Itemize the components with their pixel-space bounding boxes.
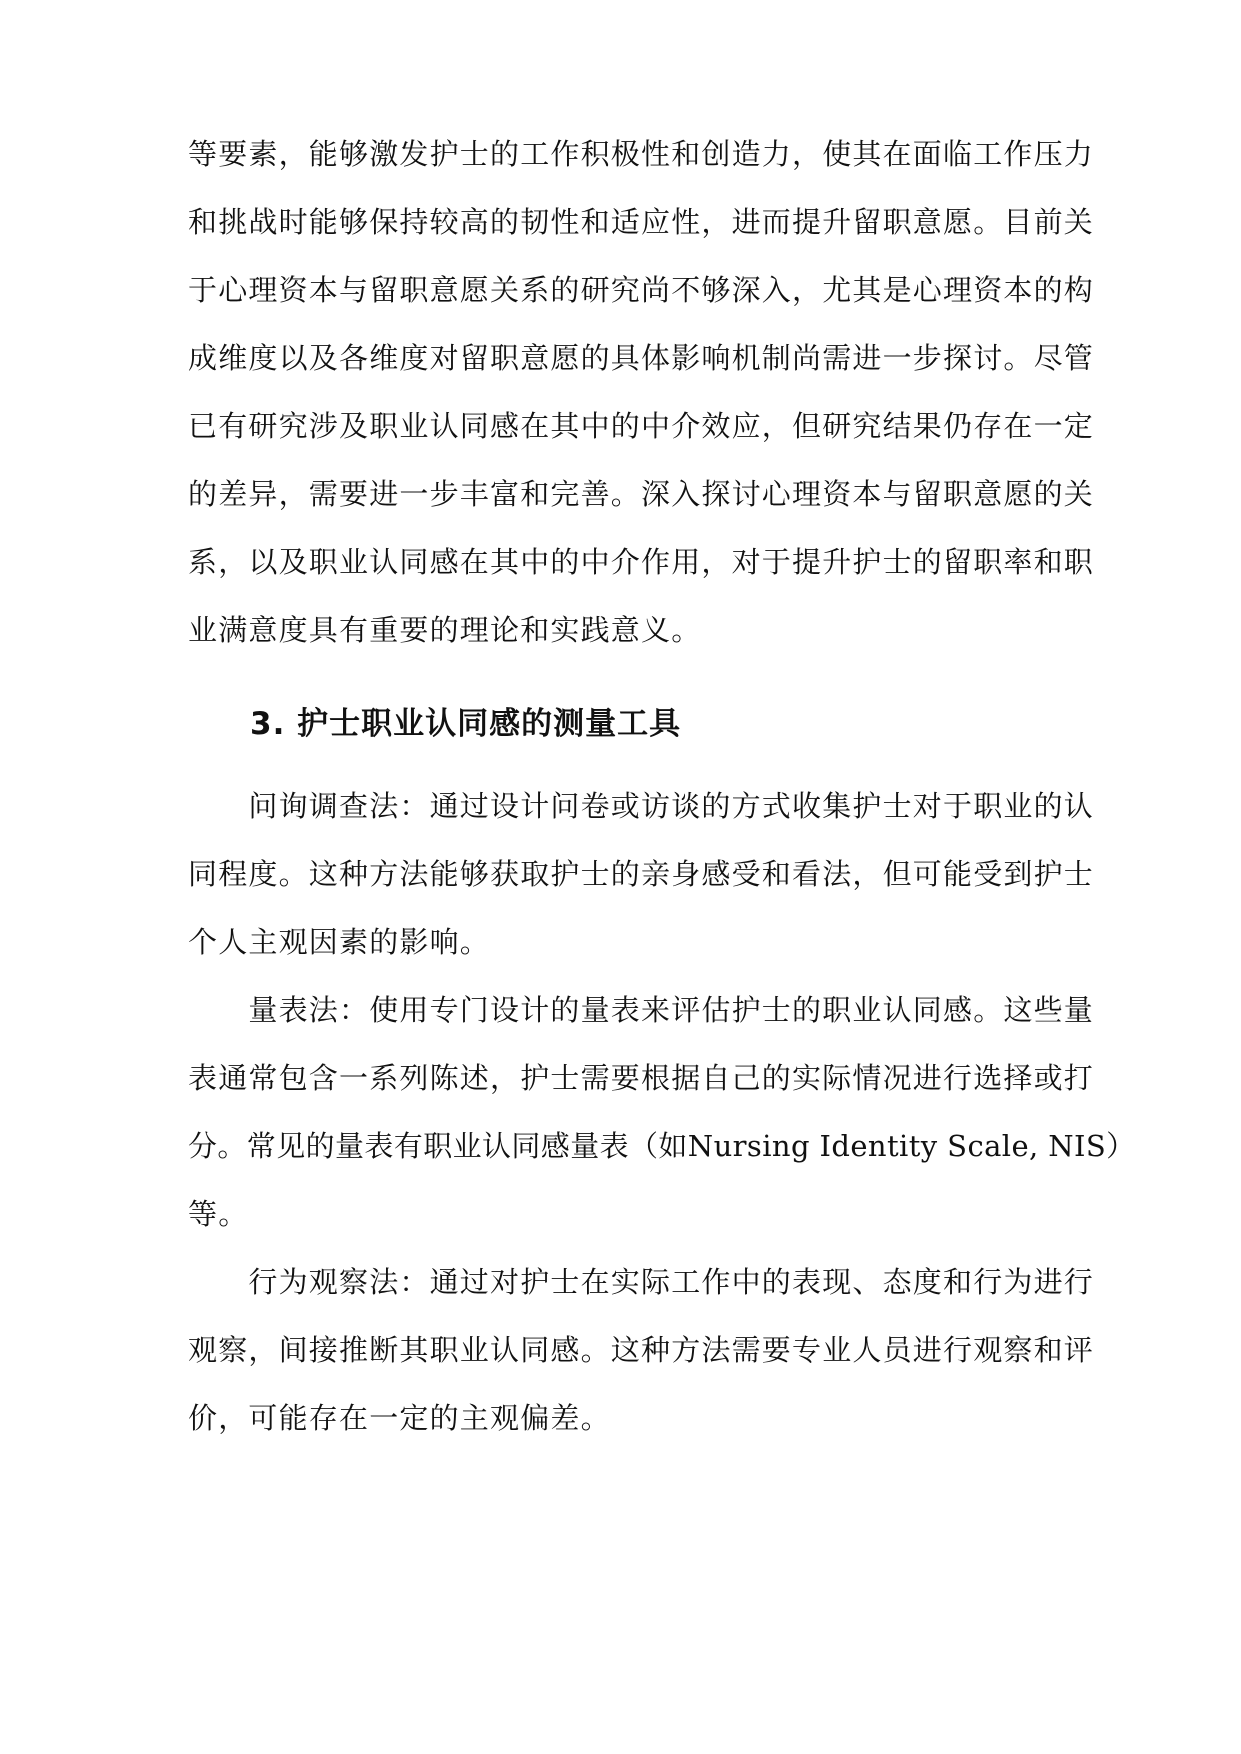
section-heading: 3. 护士职业认同感的测量工具 xyxy=(250,706,682,742)
text-line: 观察，间接推断其职业认同感。这种方法需要专业人员进行观察和评 xyxy=(188,1333,1095,1367)
text-line: 的差异，需要进一步丰富和完善。深入探讨心理资本与留职意愿的关 xyxy=(188,477,1095,511)
text-line: 等要素，能够激发护士的工作积极性和创造力，使其在面临工作压力 xyxy=(188,137,1095,171)
text-line: 个人主观因素的影响。 xyxy=(188,925,491,959)
text-line: 表通常包含一系列陈述，护士需要根据自己的实际情况进行选择或打 xyxy=(188,1061,1095,1095)
text-line: 同程度。这种方法能够获取护士的亲身感受和看法，但可能受到护士 xyxy=(188,857,1095,891)
text-line: 成维度以及各维度对留职意愿的具体影响机制尚需进一步探讨。尽管 xyxy=(188,341,1095,375)
text-line: 和挑战时能够保持较高的韧性和适应性，进而提升留职意愿。目前关 xyxy=(188,205,1095,239)
text-line: 量表法：使用专门设计的量表来评估护士的职业认同感。这些量 xyxy=(188,993,1095,1027)
text-line: 分。常见的量表有职业认同感量表（如Nursing Identity Scale, NIS） xyxy=(188,1129,1136,1163)
text-line: 行为观察法：通过对护士在实际工作中的表现、态度和行为进行 xyxy=(188,1265,1095,1299)
text-line: 等。 xyxy=(188,1197,249,1231)
text-line: 系，以及职业认同感在其中的中介作用，对于提升护士的留职率和职 xyxy=(188,545,1095,579)
text-line: 价，可能存在一定的主观偏差。 xyxy=(188,1401,611,1435)
text-line: 已有研究涉及职业认同感在其中的中介效应，但研究结果仍存在一定 xyxy=(188,409,1095,443)
text-line: 问询调查法：通过设计问卷或访谈的方式收集护士对于职业的认 xyxy=(188,789,1095,823)
text-line: 业满意度具有重要的理论和实践意义。 xyxy=(188,613,702,647)
text-line: 于心理资本与留职意愿关系的研究尚不够深入，尤其是心理资本的构 xyxy=(188,273,1095,307)
